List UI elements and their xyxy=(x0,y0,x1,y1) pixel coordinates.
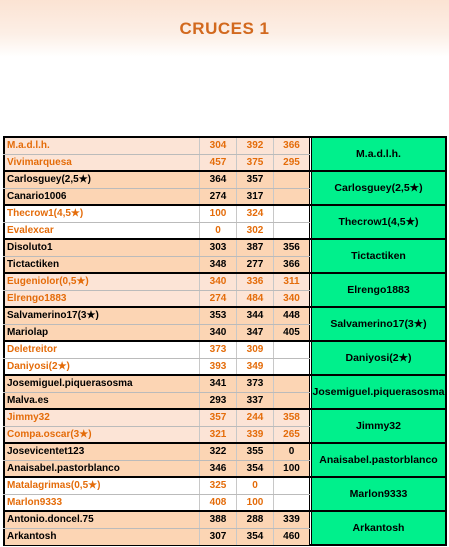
player-name[interactable]: Vivimarquesa xyxy=(3,155,200,171)
winner-cell[interactable]: Thecrow1(4,5★) xyxy=(311,206,447,238)
score-cell[interactable]: 388 xyxy=(200,512,237,528)
score-cell[interactable]: 366 xyxy=(274,257,310,273)
match-row xyxy=(3,204,447,238)
score-cell[interactable]: 375 xyxy=(237,155,274,171)
score-cell[interactable]: 317 xyxy=(237,189,274,205)
score-cell[interactable] xyxy=(274,172,310,188)
match-row xyxy=(3,136,447,170)
score-cell[interactable]: 339 xyxy=(237,427,274,443)
player-row xyxy=(3,342,310,358)
score-cell[interactable]: 340 xyxy=(200,274,237,290)
player-row xyxy=(3,460,310,477)
match-row xyxy=(3,374,447,408)
player-row xyxy=(3,290,310,307)
winner-cell[interactable]: Carlosguey(2,5★) xyxy=(311,172,447,204)
score-cell[interactable]: 0 xyxy=(237,478,274,494)
score-cell[interactable]: 357 xyxy=(200,410,237,426)
match-row xyxy=(3,408,447,442)
winner-cell[interactable]: Daniyosi(2★) xyxy=(311,342,447,374)
score-cell[interactable]: 373 xyxy=(237,376,274,392)
score-cell[interactable] xyxy=(274,223,310,239)
player-name[interactable]: Evalexcar xyxy=(3,223,200,239)
player-row xyxy=(3,444,310,460)
score-cell[interactable]: 274 xyxy=(200,189,237,205)
score-cell[interactable]: 100 xyxy=(274,461,310,477)
player-row xyxy=(3,172,310,188)
score-cell[interactable]: 341 xyxy=(200,376,237,392)
winner-cell[interactable]: Arkantosh xyxy=(311,512,447,544)
score-cell[interactable]: 387 xyxy=(237,240,274,256)
score-cell[interactable]: 405 xyxy=(274,325,310,341)
score-cell[interactable]: 340 xyxy=(200,325,237,341)
score-cell[interactable]: 295 xyxy=(274,155,310,171)
winner-cell[interactable]: Tictactiken xyxy=(311,240,447,272)
score-cell[interactable]: 346 xyxy=(200,461,237,477)
score-cell[interactable]: 325 xyxy=(200,478,237,494)
player-row xyxy=(3,206,310,222)
score-cell[interactable]: 354 xyxy=(237,529,274,545)
match-row xyxy=(3,238,447,272)
score-cell[interactable]: 244 xyxy=(237,410,274,426)
player-row xyxy=(3,478,310,494)
player-name[interactable]: Daniyosi(2★) xyxy=(3,359,200,375)
player-row xyxy=(3,528,310,545)
player-name[interactable]: Anaisabel.pastorblanco xyxy=(3,461,200,477)
player-row xyxy=(3,308,310,324)
winner-cell[interactable]: Jimmy32 xyxy=(311,410,447,442)
score-cell[interactable]: 357 xyxy=(237,172,274,188)
player-row xyxy=(3,188,310,205)
score-cell[interactable]: 321 xyxy=(200,427,237,443)
score-cell[interactable] xyxy=(274,478,310,494)
score-cell[interactable]: 302 xyxy=(237,223,274,239)
player-name[interactable]: Matalagrimas(0,5★) xyxy=(3,478,200,494)
winner-cell[interactable]: Marlon9333 xyxy=(311,478,447,510)
winner-cell[interactable]: M.a.d.l.h. xyxy=(311,138,447,170)
player-name[interactable]: Canario1006 xyxy=(3,189,200,205)
score-cell[interactable]: 355 xyxy=(237,444,274,460)
player-name[interactable]: M.a.d.l.h. xyxy=(3,138,200,154)
player-name[interactable]: Josemiguel.piquerasosma xyxy=(3,376,200,392)
player-row xyxy=(3,324,310,341)
score-cell[interactable]: 340 xyxy=(274,291,310,307)
score-cell[interactable]: 354 xyxy=(237,461,274,477)
winner-cell[interactable]: Anaisabel.pastorblanco xyxy=(311,444,447,476)
score-cell[interactable]: 349 xyxy=(237,359,274,375)
score-cell[interactable]: 277 xyxy=(237,257,274,273)
player-name[interactable]: Arkantosh xyxy=(3,529,200,545)
score-cell[interactable] xyxy=(274,206,310,222)
score-cell[interactable]: 358 xyxy=(274,410,310,426)
score-cell[interactable]: 100 xyxy=(200,206,237,222)
score-cell[interactable]: 356 xyxy=(274,240,310,256)
score-cell[interactable] xyxy=(274,342,310,358)
score-cell[interactable]: 344 xyxy=(237,308,274,324)
score-cell[interactable]: 337 xyxy=(237,393,274,409)
player-row xyxy=(3,358,310,375)
score-cell[interactable]: 448 xyxy=(274,308,310,324)
player-name[interactable]: Deletreitor xyxy=(3,342,200,358)
page-title: CRUCES 1 xyxy=(179,19,270,38)
score-cell[interactable]: 322 xyxy=(200,444,237,460)
brackets-table xyxy=(3,136,447,546)
score-cell[interactable]: 274 xyxy=(200,291,237,307)
score-cell[interactable]: 307 xyxy=(200,529,237,545)
score-cell[interactable]: 100 xyxy=(237,495,274,511)
score-cell[interactable]: 460 xyxy=(274,529,310,545)
match-row xyxy=(3,272,447,306)
match-row xyxy=(3,170,447,204)
score-cell[interactable]: 347 xyxy=(237,325,274,341)
match-row xyxy=(3,340,447,374)
player-row xyxy=(3,274,310,290)
score-cell[interactable]: 309 xyxy=(237,342,274,358)
score-cell[interactable] xyxy=(274,376,310,392)
match-row xyxy=(3,442,447,476)
score-cell[interactable]: 304 xyxy=(200,138,237,154)
player-row xyxy=(3,410,310,426)
player-name[interactable]: Disoluto1 xyxy=(3,240,200,256)
score-cell[interactable]: 393 xyxy=(200,359,237,375)
score-cell[interactable]: 408 xyxy=(200,495,237,511)
player-row xyxy=(3,256,310,273)
score-cell[interactable]: 324 xyxy=(237,206,274,222)
player-row xyxy=(3,154,310,171)
player-name[interactable]: Antonio.doncel.75 xyxy=(3,512,200,528)
player-name[interactable]: Josevicentet123 xyxy=(3,444,200,460)
score-cell[interactable] xyxy=(274,359,310,375)
player-name[interactable]: Mariolap xyxy=(3,325,200,341)
winner-cell[interactable]: Josemiguel.piquerasosma xyxy=(311,376,447,408)
score-cell[interactable] xyxy=(274,189,310,205)
match-row xyxy=(3,306,447,340)
player-row xyxy=(3,512,310,528)
score-cell[interactable] xyxy=(274,393,310,409)
player-row xyxy=(3,138,310,154)
score-cell[interactable]: 348 xyxy=(200,257,237,273)
score-cell[interactable]: 303 xyxy=(200,240,237,256)
score-cell[interactable]: 484 xyxy=(237,291,274,307)
player-name[interactable]: Elrengo1883 xyxy=(3,291,200,307)
winner-cell[interactable]: Salvamerino17(3★) xyxy=(311,308,447,340)
player-name[interactable]: Marlon9333 xyxy=(3,495,200,511)
score-cell[interactable]: 366 xyxy=(274,138,310,154)
player-name[interactable]: Compa.oscar(3★) xyxy=(3,427,200,443)
player-row xyxy=(3,494,310,511)
score-cell[interactable]: 364 xyxy=(200,172,237,188)
score-cell[interactable]: 336 xyxy=(237,274,274,290)
score-cell[interactable]: 293 xyxy=(200,393,237,409)
player-name[interactable]: Thecrow1(4,5★) xyxy=(3,206,200,222)
score-cell[interactable]: 0 xyxy=(200,223,237,239)
player-row xyxy=(3,240,310,256)
player-row xyxy=(3,426,310,443)
score-cell[interactable]: 0 xyxy=(274,444,310,460)
score-cell[interactable]: 265 xyxy=(274,427,310,443)
winner-cell[interactable]: Elrengo1883 xyxy=(311,274,447,306)
score-cell[interactable] xyxy=(274,495,310,511)
player-name[interactable]: Salvamerino17(3★) xyxy=(3,308,200,324)
score-cell[interactable]: 339 xyxy=(274,512,310,528)
player-row xyxy=(3,392,310,409)
score-cell[interactable]: 353 xyxy=(200,308,237,324)
score-cell[interactable]: 373 xyxy=(200,342,237,358)
player-name[interactable]: Malva.es xyxy=(3,393,200,409)
score-cell[interactable]: 311 xyxy=(274,274,310,290)
header-banner xyxy=(0,0,449,57)
player-name[interactable]: Tictactiken xyxy=(3,257,200,273)
match-row xyxy=(3,510,447,546)
score-cell[interactable]: 457 xyxy=(200,155,237,171)
player-name[interactable]: Eugeniolor(0,5★) xyxy=(3,274,200,290)
score-cell[interactable]: 392 xyxy=(237,138,274,154)
player-name[interactable]: Carlosguey(2,5★) xyxy=(3,172,200,188)
player-row xyxy=(3,222,310,239)
score-cell[interactable]: 288 xyxy=(237,512,274,528)
match-row xyxy=(3,476,447,510)
player-row xyxy=(3,376,310,392)
player-name[interactable]: Jimmy32 xyxy=(3,410,200,426)
